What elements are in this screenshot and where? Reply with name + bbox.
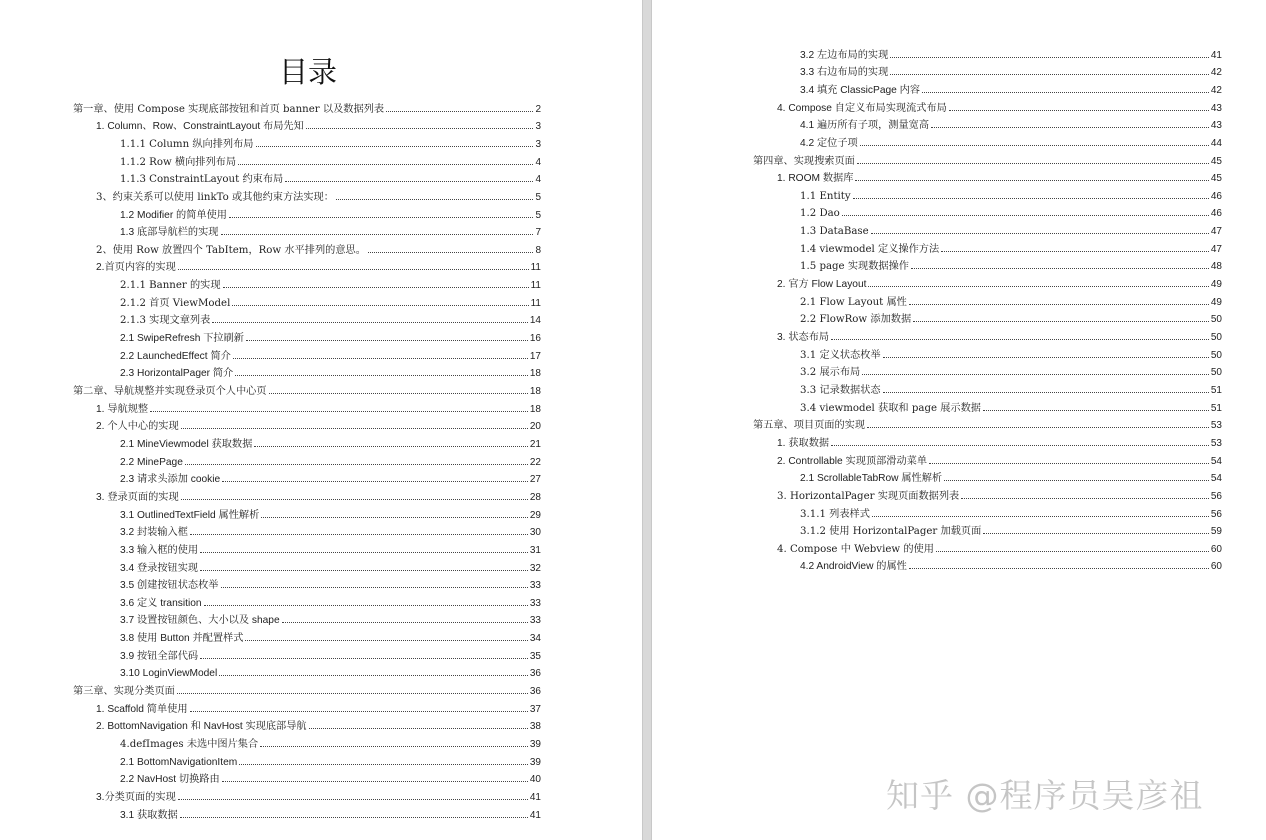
toc-entry-page-number: 47 (1210, 226, 1222, 238)
dot-leader (936, 551, 1209, 552)
toc-entry[interactable] (800, 184, 1222, 202)
toc-entry[interactable] (120, 556, 541, 574)
toc-entry-label: 3.2 左边布局的实现 (800, 49, 889, 61)
toc-entry[interactable] (73, 679, 541, 697)
toc-entry[interactable] (800, 378, 1222, 396)
toc-entry[interactable] (120, 168, 541, 186)
toc-entry[interactable] (120, 768, 541, 786)
toc-entry[interactable] (120, 468, 541, 486)
toc-entry-page-number: 33 (529, 580, 541, 592)
toc-entry-label: 4.defImages 未选中图片集合 (120, 739, 259, 751)
toc-entry[interactable] (96, 238, 541, 256)
toc-entry[interactable] (96, 397, 541, 415)
watermark: 知乎 @程序员吴彦祖 (886, 776, 1204, 815)
toc-entry-label: 3.1 获取数据 (120, 809, 178, 821)
dot-leader (222, 781, 528, 782)
toc-entry-page-number: 60 (1210, 543, 1222, 555)
toc-entry[interactable] (800, 202, 1222, 220)
toc-entry-label: 1.4 viewmodel 定义操作方法 (800, 243, 940, 255)
toc-entry-label: 2.3 请求头添加 cookie (120, 474, 221, 486)
toc-entry[interactable] (800, 467, 1222, 485)
toc-entry-page-number: 50 (1210, 349, 1222, 361)
dot-leader (185, 464, 528, 465)
toc-entry-page-number: 56 (1210, 508, 1222, 520)
toc-entry[interactable] (96, 485, 541, 503)
toc-entry-page-number: 37 (529, 703, 541, 715)
dot-leader (309, 728, 528, 729)
toc-entry-page-number: 7 (535, 227, 541, 239)
toc-entry-page-number: 39 (529, 756, 541, 768)
toc-entry-label: 3.4 登录按钮实现 (120, 562, 199, 574)
dot-leader (229, 217, 533, 218)
toc-entry[interactable] (120, 644, 541, 662)
toc-entry-page-number: 18 (529, 386, 541, 398)
toc-entry[interactable] (120, 344, 541, 362)
toc-entry[interactable] (73, 97, 541, 115)
toc-entry-page-number: 42 (1210, 84, 1222, 96)
toc-entry[interactable] (800, 396, 1222, 414)
dot-leader (890, 74, 1209, 75)
dot-leader (181, 499, 528, 500)
toc-entry[interactable] (120, 503, 541, 521)
toc-entry-page-number: 16 (529, 333, 541, 345)
toc-entry-label: 2.2 MinePage (120, 456, 183, 468)
toc-entry-page-number: 41 (529, 809, 541, 821)
toc-entry[interactable] (120, 432, 541, 450)
toc-entry-page-number: 54 (1210, 455, 1222, 467)
toc-entry-page-number: 54 (1210, 473, 1222, 485)
toc-entry-label: 1.3 底部导航栏的实现 (120, 227, 219, 239)
toc-entry[interactable] (777, 431, 1222, 449)
toc-entry[interactable] (777, 272, 1222, 290)
dot-leader (909, 568, 1209, 569)
toc-entry-label: 3.2 展示布局 (800, 367, 861, 379)
toc-entry[interactable] (777, 96, 1222, 114)
toc-entry[interactable] (120, 591, 541, 609)
toc-entry-page-number: 60 (1210, 561, 1222, 573)
toc-entry-page-number: 29 (529, 509, 541, 521)
toc-entry[interactable] (120, 150, 541, 168)
dot-leader (983, 533, 1209, 534)
toc-entry-page-number: 5 (535, 191, 541, 203)
dot-leader (181, 428, 528, 429)
toc-entry-page-number: 11 (530, 280, 541, 292)
toc-entry-label: 4. Compose 自定义布局实现流式布局 (777, 102, 947, 114)
toc-entry-page-number: 14 (529, 315, 541, 327)
toc-entry[interactable] (120, 627, 541, 645)
toc-entry-page-number: 3 (535, 138, 541, 150)
toc-entry-page-number: 27 (529, 474, 541, 486)
dot-leader (269, 393, 528, 394)
toc-entry[interactable] (96, 415, 541, 433)
toc-entry-label: 1.2 Dao (800, 208, 840, 220)
toc-entry[interactable] (120, 132, 541, 150)
toc-entry-label: 4. Compose 中 Webview 的使用 (777, 543, 934, 555)
toc-entry-label: 2.1 ScrollableTabRow 属性解析 (800, 473, 943, 485)
toc-entry[interactable] (120, 291, 541, 309)
toc-entry-label: 3.1.2 使用 HorizontalPager 加载页面 (800, 526, 982, 538)
toc-entry-label: 2.1.1 Banner 的实现 (120, 280, 221, 292)
dot-leader (857, 163, 1209, 164)
toc-entry-page-number: 36 (529, 686, 541, 698)
toc-entry-label: 第三章、实现分类页面 (73, 686, 175, 698)
dot-leader (233, 358, 528, 359)
toc-entry[interactable] (800, 343, 1222, 361)
toc-entry-label: 3.5 创建按钮状态枚举 (120, 580, 219, 592)
toc-entry-label: 第一章、使用 Compose 实现底部按钮和首页 banner 以及数据列表 (73, 103, 385, 115)
toc-entry-label: 3.3 右边布局的实现 (800, 67, 889, 79)
toc-entry-label: 3.9 按钮全部代码 (120, 650, 199, 662)
toc-entry-page-number: 3 (535, 121, 541, 133)
dot-leader (200, 552, 528, 553)
dot-leader (842, 215, 1209, 216)
toc-entry[interactable] (800, 114, 1222, 132)
dot-leader (890, 57, 1209, 58)
toc-entry[interactable] (800, 502, 1222, 520)
toc-entry[interactable] (800, 520, 1222, 538)
toc-entry-page-number: 5 (535, 209, 541, 221)
toc-entry-page-number: 32 (529, 562, 541, 574)
dot-leader (909, 304, 1209, 305)
toc-entry-page-number: 11 (530, 262, 541, 274)
toc-entry[interactable] (96, 715, 541, 733)
toc-entry-label: 1.1.3 ConstraintLayout 约束布局 (120, 174, 284, 186)
toc-entry-page-number: 42 (1210, 67, 1222, 79)
toc-entry-page-number: 31 (529, 544, 541, 556)
toc-entry[interactable] (96, 697, 541, 715)
toc-entry-page-number: 33 (529, 615, 541, 627)
toc-entry-page-number: 50 (1210, 332, 1222, 344)
dot-leader (931, 127, 1209, 128)
dot-leader (855, 180, 1208, 181)
dot-leader (204, 605, 528, 606)
toc-entry-label: 4.2 定位子项 (800, 137, 858, 149)
dot-leader (260, 746, 528, 747)
toc-entry[interactable] (120, 309, 541, 327)
dot-leader (831, 339, 1209, 340)
toc-entry-label: 1. ROOM 数据库 (777, 173, 854, 185)
toc-entry-label: 2. Controllable 实现顶部滑动菜单 (777, 455, 928, 467)
dot-leader (261, 517, 528, 518)
toc-entry[interactable] (120, 450, 541, 468)
dot-leader (219, 675, 528, 676)
dot-leader (336, 199, 534, 200)
dot-leader (235, 375, 528, 376)
toc-entry-label: 2.1 Flow Layout 属性 (800, 296, 907, 308)
toc-entry-page-number: 46 (1210, 208, 1222, 220)
toc-entry-label: 3.6 定义 transition (120, 597, 202, 609)
toc-entry-page-number: 43 (1210, 102, 1222, 114)
toc-entry[interactable] (96, 185, 541, 203)
dot-leader (178, 799, 528, 800)
dot-leader (306, 128, 534, 129)
toc-entry-page-number: 46 (1210, 190, 1222, 202)
toc-entry-page-number: 18 (529, 403, 541, 415)
dot-leader (178, 269, 529, 270)
dot-leader (868, 286, 1208, 287)
toc-entry-label: 3.2 封装输入框 (120, 527, 188, 539)
toc-entry-page-number: 44 (1210, 137, 1222, 149)
toc-entry-page-number: 8 (535, 244, 541, 256)
toc-entry[interactable] (777, 537, 1222, 555)
toc-entry-label: 3.8 使用 Button 并配置样式 (120, 633, 244, 645)
toc-entry[interactable] (800, 308, 1222, 326)
toc-entry-label: 2. 官方 Flow Layout (777, 279, 867, 291)
dot-leader (872, 516, 1209, 517)
dot-leader (871, 233, 1209, 234)
toc-entry-page-number: 21 (529, 438, 541, 450)
dot-leader (386, 111, 533, 112)
toc-entry-label: 3. 登录页面的实现 (96, 491, 179, 503)
toc-entry-label: 3、约束关系可以使用 linkTo 或其他约束方法实现： (96, 191, 334, 203)
dot-leader (862, 374, 1209, 375)
toc-entry[interactable] (120, 538, 541, 556)
toc-entry[interactable] (96, 115, 541, 133)
toc-entry-page-number: 45 (1210, 173, 1222, 185)
toc-entry-page-number: 50 (1210, 314, 1222, 326)
toc-entry-label: 4.1 遍历所有子项，测量宽高 (800, 120, 930, 132)
dot-leader (256, 146, 534, 147)
toc-entry[interactable] (120, 203, 541, 221)
dot-leader (177, 693, 528, 694)
toc-entry-page-number: 17 (529, 350, 541, 362)
dot-leader (944, 480, 1209, 481)
toc-entry[interactable] (120, 221, 541, 239)
dot-leader (853, 198, 1209, 199)
toc-entry[interactable] (800, 78, 1222, 96)
toc-entry-page-number: 49 (1210, 296, 1222, 308)
toc-entry-label: 1. 导航规整 (96, 403, 149, 415)
dot-leader (285, 181, 533, 182)
dot-leader (150, 411, 528, 412)
toc-entry-label: 3. HorizontalPager 实现页面数据列表 (777, 490, 960, 502)
toc-entry[interactable] (120, 609, 541, 627)
toc-entry-page-number: 2 (535, 103, 541, 115)
toc-entry-label: 2.1 SwipeRefresh 下拉刷新 (120, 333, 244, 345)
page-gutter (642, 0, 652, 840)
dot-leader (190, 534, 528, 535)
toc-entry-page-number: 51 (1210, 402, 1222, 414)
dot-leader (190, 711, 528, 712)
toc-entry-page-number: 18 (529, 368, 541, 380)
toc-entry-page-number: 56 (1210, 490, 1222, 502)
toc-entry-label: 3.分类页面的实现 (96, 791, 176, 803)
toc-entry-page-number: 45 (1210, 155, 1222, 167)
toc-entry-label: 2.2 FlowRow 添加数据 (800, 314, 912, 326)
toc-entry-page-number: 38 (529, 721, 541, 733)
toc-entry-page-number: 33 (529, 597, 541, 609)
dot-leader (239, 764, 528, 765)
toc-entry-label: 1. Scaffold 简单使用 (96, 703, 188, 715)
toc-entry[interactable] (120, 574, 541, 592)
toc-entry-page-number: 22 (529, 456, 541, 468)
toc-entry-label: 3.1 OutlinedTextField 属性解析 (120, 509, 260, 521)
toc-title: 目录 (278, 55, 337, 89)
toc-entry[interactable] (120, 732, 541, 750)
dot-leader (883, 357, 1209, 358)
toc-entry-page-number: 59 (1210, 526, 1222, 538)
dot-leader (200, 658, 528, 659)
toc-entry-page-number: 53 (1210, 437, 1222, 449)
toc-entry-label: 2.2 LaunchedEffect 简介 (120, 350, 231, 362)
toc-entry[interactable] (777, 484, 1222, 502)
toc-entry-label: 3.10 LoginViewModel (120, 668, 218, 680)
dot-leader (212, 322, 528, 323)
dot-leader (221, 234, 534, 235)
toc-entry[interactable] (800, 290, 1222, 308)
toc-entry-label: 第五章、项目页面的实现 (753, 420, 866, 432)
toc-entry-page-number: 53 (1210, 420, 1222, 432)
toc-entry[interactable] (800, 220, 1222, 238)
toc-entry-page-number: 49 (1210, 279, 1222, 291)
toc-entry-page-number: 20 (529, 421, 541, 433)
toc-entry-page-number: 30 (529, 527, 541, 539)
toc-entry-label: 2.3 HorizontalPager 简介 (120, 368, 234, 380)
toc-entry[interactable] (96, 785, 541, 803)
toc-entry[interactable] (120, 274, 541, 292)
toc-entry-page-number: 48 (1210, 261, 1222, 273)
toc-entry-label: 第二章、导航规整并实现登录页个人中心页 (73, 386, 267, 398)
toc-entry[interactable] (120, 750, 541, 768)
dot-leader (368, 252, 534, 253)
toc-entry-page-number: 39 (529, 739, 541, 751)
toc-entry-page-number: 43 (1210, 120, 1222, 132)
toc-entry-label: 1.3 DataBase (800, 226, 869, 238)
toc-entry-label: 2、使用 Row 放置四个 TabItem，Row 水平排列的意思。 (96, 244, 366, 256)
toc-entry-label: 3.3 记录数据状态 (800, 384, 881, 396)
dot-leader (831, 445, 1209, 446)
toc-entry[interactable] (73, 379, 541, 397)
toc-entry[interactable] (777, 325, 1222, 343)
toc-entry-page-number: 40 (529, 774, 541, 786)
toc-entry[interactable] (120, 662, 541, 680)
toc-entry-page-number: 4 (535, 174, 541, 186)
dot-leader (232, 305, 528, 306)
toc-entry[interactable] (777, 167, 1222, 185)
toc-entry-label: 2.1.3 实现文章列表 (120, 315, 211, 327)
dot-leader (867, 427, 1209, 428)
dot-leader (949, 110, 1209, 111)
toc-entry-label: 3.4 填充 ClassicPage 内容 (800, 84, 921, 96)
toc-entry[interactable] (120, 326, 541, 344)
dot-leader (180, 817, 528, 818)
toc-entry-page-number: 51 (1210, 384, 1222, 396)
toc-entry-label: 2. BottomNavigation 和 NavHost 实现底部导航 (96, 721, 307, 733)
toc-entry-label: 4.2 AndroidView 的属性 (800, 561, 907, 573)
toc-page-right (652, 0, 1266, 840)
toc-entry-label: 3. 状态布局 (777, 332, 830, 344)
toc-entry-page-number: 41 (529, 791, 541, 803)
dot-leader (223, 287, 529, 288)
toc-entry-label: 3.1.1 列表样式 (800, 508, 870, 520)
toc-entry[interactable] (96, 256, 541, 274)
toc-entry[interactable] (800, 361, 1222, 379)
toc-entry-label: 1.2 Modifier 的简单使用 (120, 209, 227, 221)
toc-entry-label: 2.首页内容的实现 (96, 262, 176, 274)
toc-entry-label: 1.1.1 Column 纵向排列布局 (120, 138, 254, 150)
dot-leader (961, 498, 1209, 499)
dot-leader (983, 410, 1209, 411)
toc-entry[interactable] (800, 255, 1222, 273)
toc-entry[interactable] (800, 237, 1222, 255)
toc-entry-label: 2.2 NavHost 切换路由 (120, 774, 220, 786)
toc-entry-page-number: 34 (529, 633, 541, 645)
toc-entry-label: 1.1.2 Row 横向排列布局 (120, 156, 237, 168)
toc-entry-label: 3.3 输入框的使用 (120, 544, 199, 556)
toc-entry[interactable] (777, 449, 1222, 467)
toc-entry-page-number: 47 (1210, 243, 1222, 255)
toc-entry-label: 3.1 定义状态枚举 (800, 349, 881, 361)
dot-leader (200, 570, 528, 571)
dot-leader (222, 481, 528, 482)
dot-leader (929, 463, 1209, 464)
toc-entry[interactable] (120, 521, 541, 539)
dot-leader (282, 622, 528, 623)
dot-leader (238, 164, 533, 165)
toc-entry-label: 2. 个人中心的实现 (96, 421, 179, 433)
dot-leader (245, 640, 527, 641)
toc-entry[interactable] (800, 131, 1222, 149)
toc-entry[interactable] (753, 414, 1222, 432)
dot-leader (941, 251, 1209, 252)
toc-entry-label: 1. Column、Row、ConstraintLayout 布局先知 (96, 121, 304, 133)
dot-leader (911, 268, 1209, 269)
toc-entry-label: 第四章、实现搜索页面 (753, 155, 855, 167)
toc-entry-label: 1. 获取数据 (777, 437, 830, 449)
dot-leader (922, 92, 1209, 93)
toc-entry-page-number: 28 (529, 491, 541, 503)
toc-entry-label: 2.1.2 首页 ViewModel (120, 297, 231, 309)
toc-entry[interactable] (800, 61, 1222, 79)
dot-leader (254, 446, 528, 447)
toc-entry[interactable] (800, 43, 1222, 61)
toc-entry-page-number: 41 (1210, 49, 1222, 61)
dot-leader (883, 392, 1209, 393)
toc-entry-label: 1.1 Entity (800, 190, 851, 202)
toc-entry[interactable] (753, 149, 1222, 167)
toc-entry-page-number: 36 (529, 668, 541, 680)
toc-entry-label: 3.4 viewmodel 获取和 page 展示数据 (800, 402, 981, 414)
toc-entry-label: 3.7 设置按钮颜色、大小以及 shape (120, 615, 280, 627)
toc-entry-label: 2.1 BottomNavigationItem (120, 756, 238, 768)
toc-entry[interactable] (800, 555, 1222, 573)
dot-leader (860, 145, 1209, 146)
toc-entry-page-number: 35 (529, 650, 541, 662)
toc-entry[interactable] (120, 803, 541, 821)
toc-entry-page-number: 50 (1210, 367, 1222, 379)
dot-leader (246, 340, 528, 341)
toc-entry-page-number: 4 (535, 156, 541, 168)
toc-entry[interactable] (120, 362, 541, 380)
toc-entry-page-number: 11 (530, 297, 541, 309)
toc-entry-label: 2.1 MineViewmodel 获取数据 (120, 438, 253, 450)
dot-leader (221, 587, 528, 588)
dot-leader (913, 321, 1209, 322)
toc-entry-label: 1.5 page 实现数据操作 (800, 261, 909, 273)
